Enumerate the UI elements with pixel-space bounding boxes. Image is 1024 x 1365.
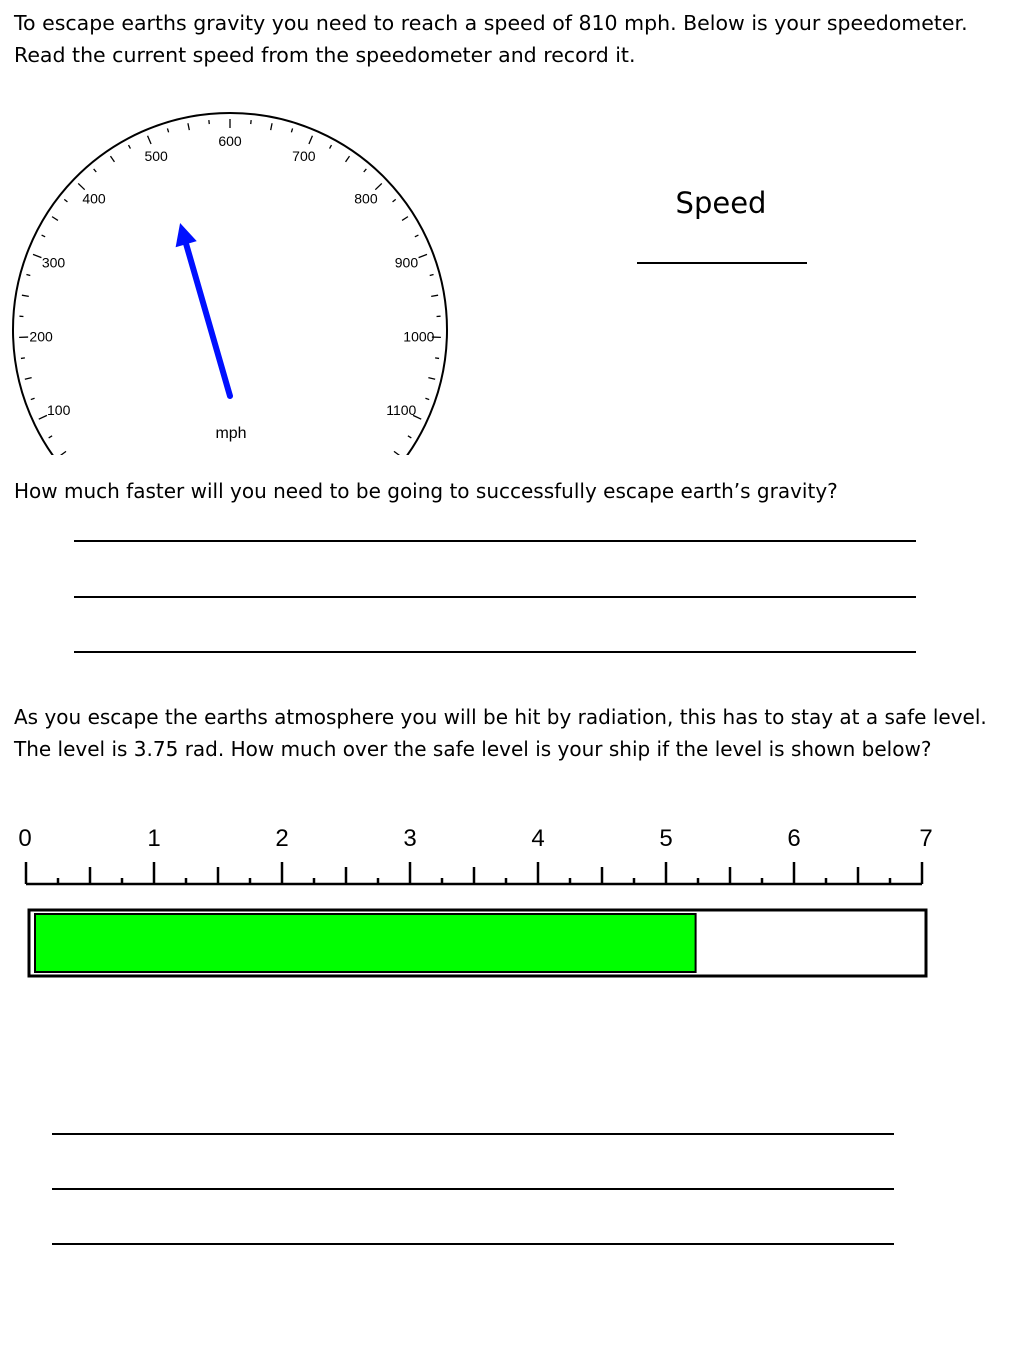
speedometer-tick bbox=[167, 128, 168, 132]
radiation-gauge-label: 0 bbox=[18, 825, 32, 852]
speedometer-tick bbox=[291, 128, 292, 132]
speedometer-tick bbox=[375, 183, 381, 189]
speedometer-tick bbox=[419, 254, 427, 257]
radiation-gauge-label: 4 bbox=[531, 825, 545, 852]
speedometer-label: 1100 bbox=[386, 401, 417, 418]
speedometer-tick bbox=[309, 136, 313, 144]
speed-answer-label: Speed bbox=[675, 186, 767, 220]
speedometer-tick bbox=[425, 398, 429, 399]
question-2-text: How much faster will you need to be going to successfully escape earth’s gravity? bbox=[14, 479, 838, 503]
speedometer-labels bbox=[29, 133, 434, 418]
speedometer-tick bbox=[21, 358, 25, 359]
speedometer-tick bbox=[78, 183, 84, 189]
answer-line-q3-3[interactable] bbox=[52, 1243, 894, 1245]
radiation-gauge-label: 3 bbox=[403, 825, 417, 852]
speedometer-label: 400 bbox=[82, 190, 106, 207]
speedometer-tick bbox=[64, 199, 67, 201]
speedometer-label: 200 bbox=[29, 328, 53, 345]
speedometer-tick bbox=[431, 295, 438, 296]
radiation-gauge-ticks bbox=[26, 862, 922, 884]
speedometer-tick bbox=[402, 217, 408, 221]
question-1-line-2: Read the current speed from the speedometer and record it. bbox=[14, 43, 636, 67]
question-1-line-1: To escape earths gravity you need to reach a speed of 810 mph. Below is your speedometer. bbox=[14, 11, 968, 35]
question-1-text bbox=[14, 7, 1014, 71]
answer-line-q3-1[interactable] bbox=[52, 1133, 894, 1135]
speedometer-tick bbox=[394, 451, 400, 455]
speedometer-tick bbox=[94, 169, 97, 172]
speedometer-tick bbox=[110, 156, 114, 162]
speedometer-label: 600 bbox=[218, 133, 242, 149]
speedometer-tick bbox=[60, 451, 66, 455]
speedometer-label: 1000 bbox=[403, 328, 435, 345]
speedometer-tick bbox=[415, 235, 419, 237]
speedometer-tick bbox=[26, 275, 30, 276]
radiation-gauge bbox=[0, 815, 1024, 985]
speedometer-needle bbox=[176, 223, 230, 396]
speedometer-label: 900 bbox=[394, 254, 419, 271]
radiation-gauge-fill bbox=[35, 914, 696, 972]
radiation-gauge-label: 1 bbox=[147, 825, 161, 852]
radiation-gauge-label: 2 bbox=[275, 825, 289, 852]
speedometer-tick bbox=[39, 415, 47, 419]
speedometer-tick bbox=[271, 123, 272, 130]
answer-line-q2-2[interactable] bbox=[74, 596, 916, 598]
answer-line-q3-2[interactable] bbox=[52, 1188, 894, 1190]
speedometer-tick bbox=[42, 235, 46, 237]
speedometer-tick bbox=[31, 398, 35, 399]
radiation-gauge-label: 6 bbox=[787, 825, 801, 852]
speedometer-unit-label: mph bbox=[215, 425, 247, 442]
answer-line-q2-1[interactable] bbox=[74, 540, 916, 542]
speedometer-tick bbox=[148, 136, 152, 144]
speedometer-tick bbox=[364, 169, 367, 172]
speedometer-label: 700 bbox=[292, 148, 316, 165]
speedometer-label: 500 bbox=[144, 148, 168, 165]
speedometer bbox=[0, 85, 470, 455]
speedometer-outer-arc bbox=[13, 113, 447, 455]
speedometer-tick bbox=[33, 254, 41, 257]
speedometer-tick bbox=[428, 378, 435, 380]
speedometer-tick bbox=[129, 145, 131, 149]
speed-answer-line[interactable] bbox=[637, 262, 807, 264]
answer-line-q2-3[interactable] bbox=[74, 651, 916, 653]
radiation-gauge-labels bbox=[18, 825, 932, 852]
speedometer-tick bbox=[408, 436, 411, 438]
speedometer-tick bbox=[49, 436, 52, 438]
speedometer-tick bbox=[393, 199, 396, 201]
speedometer-needle-shaft bbox=[186, 242, 230, 396]
speedometer-tick bbox=[188, 123, 189, 130]
radiation-gauge-label: 7 bbox=[919, 825, 933, 852]
speedometer-tick bbox=[435, 358, 439, 359]
speedometer-label: 800 bbox=[354, 190, 378, 207]
speedometer-tick bbox=[330, 145, 332, 149]
speedometer-label: 100 bbox=[47, 401, 71, 418]
radiation-gauge-label: 5 bbox=[659, 825, 673, 852]
speedometer-tick bbox=[430, 275, 434, 276]
question-3-text: As you escape the earths atmosphere you will be hit by radiation, this has to stay at a safe level. The level is 3.75 rad. How much over the safe level is your ship if the level is shown below? bbox=[14, 705, 987, 761]
speedometer-tick bbox=[25, 378, 32, 380]
speedometer-tick bbox=[346, 156, 350, 162]
speedometer-label: 300 bbox=[41, 254, 66, 271]
speedometer-ticks bbox=[19, 119, 441, 455]
speedometer-tick bbox=[22, 295, 29, 296]
speedometer-needle-arrowhead bbox=[176, 223, 197, 247]
speedometer-tick bbox=[52, 217, 58, 221]
